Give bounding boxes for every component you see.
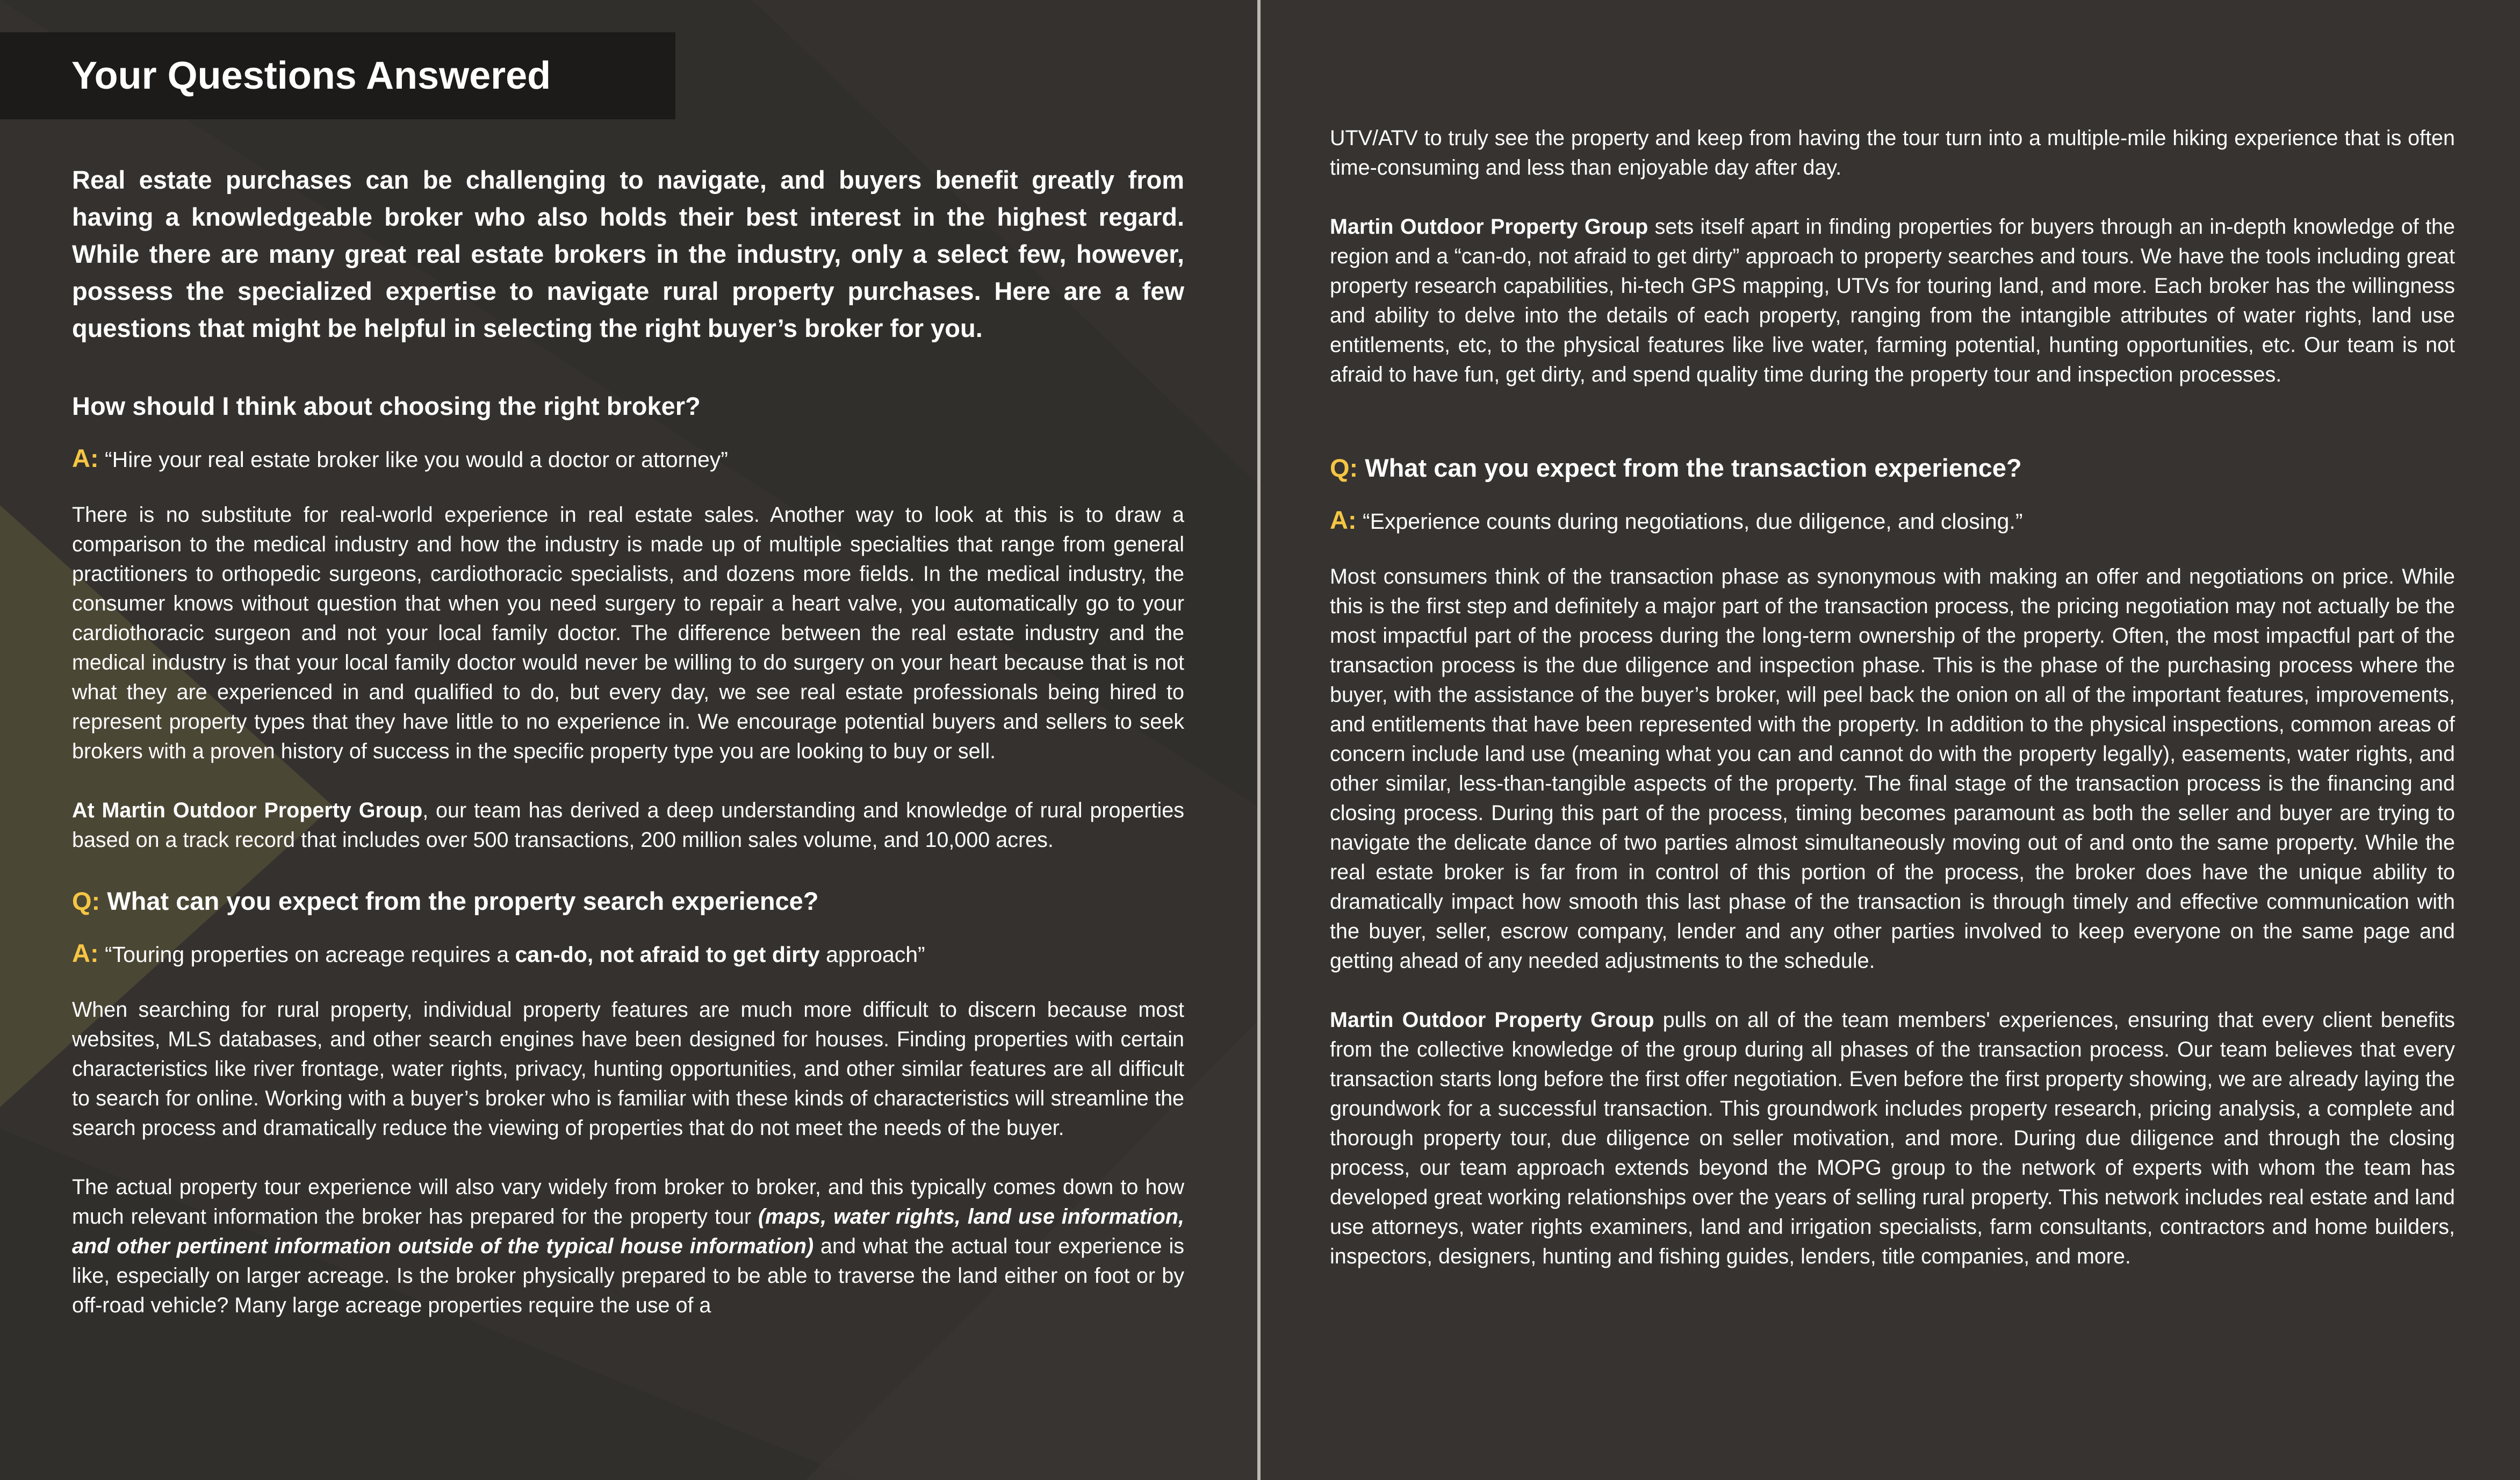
question-choosing-broker: How should I think about choosing the right broker?: [72, 392, 701, 420]
paragraph-text-start: The actual property tour experience will also vary widely from broker to broker, and this typically comes down to how much relevant information the broker has prepared for the property tour: [72, 1175, 1184, 1228]
answer-property-search: [72, 938, 1184, 969]
company-name-lead: Martin Outdoor Property Group: [1330, 215, 1648, 239]
title-banner: [0, 32, 675, 119]
paragraph-experience: There is no substitute for real-world experience in real estate sales. Another way to look at this is to draw a comparison to the medical industry and how the industry is made up of multiple specialties that range from general practitioners to orthopedic surgeons, cardiothoracic specialists, and dozens more fields. In the medical industry, the consumer knows without question that when you need surgery to repair a heart valve, you automatically go to your cardiothoracic surgeon and not your local family doctor. The difference between the real estate industry and the medical industry is that your local family doctor would never be willing to do surgery on your heart because that is not what they are experienced in and qualified to do, but every day, we see real estate professionals being hired to represent property types that they have little to no experience in. We encourage potential buyers and sellers to seek brokers with a proven history of success in the specific property type you are looking to buy or sell.: [72, 503, 1184, 763]
question-transaction: [1330, 451, 2455, 485]
left-column: [72, 161, 1184, 1320]
page-title: Your Questions Answered: [71, 54, 551, 97]
left-page: [0, 0, 1257, 1480]
paragraph-emphasis: (maps, water rights, land use information, and other pertinent information outside of the typical house information): [72, 1205, 1184, 1258]
right-column: [1330, 124, 2455, 1271]
answer-prefix: A:: [1330, 506, 1357, 534]
answer-transaction: [1330, 505, 2455, 536]
paragraph-text-end: and what the actual tour experience is like, especially on larger acreage. Is the broker physically prepared to be able to traverse the land either on foot or by off-road vehicle? Many large acreage properties require the use of a: [72, 1234, 1184, 1317]
question-text: What can you expect from the property search experience?: [107, 887, 819, 915]
paragraph-text: pulls on all of the team members' experiences, ensuring that every client benefits from the collective knowledge of the group during all phases of the transaction process. Our team believes that every transaction starts long before the first offer negotiation. Even before the first property showing, we are already laying the groundwork for a successful transaction. This groundwork includes property research, pricing analysis, a complete and thorough property tour, due diligence on seller motivation, and more. During due diligence and through the closing process, our team approach extends beyond the MOPG group to the network of experts with whom the team has developed great working relationships over the years of selling rural property. This network includes real estate and land use attorneys, water rights examiners, land and irrigation specialists, farm consultants, contractors and home builders, inspectors, designers, hunting and fishing guides, lenders, title companies, and more.: [1330, 1008, 2455, 1268]
answer-text-end: approach”: [819, 942, 925, 967]
answer-choosing-broker: [72, 443, 1184, 475]
intro-paragraph: Real estate purchases can be challenging to navigate, and buyers benefit greatly from having a knowledgeable broker who also holds their best interest in the highest regard. While there are many great real estate brokers in the industry, only a select few, however, possess the specialized expertise to navigate rural property purchases. Here are a few questions that might be helpful in selecting the right buyer’s broker for you.: [72, 166, 1184, 342]
answer-text-start: “Touring properties on acreage requires a: [105, 942, 515, 967]
paragraph-mopg-track-record: [72, 796, 1184, 855]
answer-text-bold: can-do, not afraid to get dirty: [515, 942, 820, 967]
answer-text: “Experience counts during negotiations, due diligence, and closing.”: [1363, 509, 2023, 534]
section-spacer: [1330, 419, 2455, 451]
paragraph-text: , our team has derived a deep understanding and knowledge of rural properties based on a track record that includes over 500 transactions, 200 million sales volume, and 10,000 acres.: [72, 799, 1184, 852]
question-property-search: [72, 885, 1184, 918]
paragraph-text: sets itself apart in finding properties for buyers through an in-depth knowledge of the region and a “can-do, not afraid to get dirty” approach to property searches and tours. We have the tools including great property research capabilities, hi-tech GPS mapping, UTVs for touring land, and more. Each broker has the willingness and ability to delve into the details of each property, ranging from the intangible attributes of water rights, land use entitlements, etc, to the physical features like live water, farming potential, hunting opportunities, etc. Our team is not afraid to have fun, get dirty, and spend quality time during the property tour and inspection processes.: [1330, 215, 2455, 386]
paragraph-mopg-search: [1330, 212, 2455, 390]
question-text: What can you expect from the transaction experience?: [1365, 454, 2022, 482]
answer-text: “Hire your real estate broker like you would a doctor or attorney”: [105, 447, 728, 472]
company-name-lead: At Martin Outdoor Property Group: [72, 799, 423, 822]
question-prefix: Q:: [72, 887, 100, 915]
paragraph-tour-continued: UTV/ATV to truly see the property and keep from having the tour turn into a multiple-mile hiking experience that is often time-consuming and less than enjoyable day after day.: [1330, 126, 2455, 179]
answer-prefix: A:: [72, 444, 99, 472]
question-prefix: Q:: [1330, 454, 1358, 482]
paragraph-transaction-phase: Most consumers think of the transaction phase as synonymous with making an offer and negotiations on price. While this is the first step and definitely a major part of the transaction process, the pricing negotiation may not actually be the most impactful part of the process during the long-term ownership of the property. Often, the most impactful part of the transaction process is the due diligence and inspection phase. This is the phase of the purchasing process where the buyer, with the assistance of the buyer’s broker, will peel back the onion on all of the important features, improvements, and entitlements that have been represented with the property. In addition to the physical inspections, common areas of concern include land use (meaning what you can and cannot do with the property legally), easements, water rights, and other similar, less-than-tangible aspects of the property. The final stage of the transaction process is the financing and closing process. During this part of the process, timing becomes paramount as both the seller and buyer are trying to navigate the delicate dance of two parties almost simultaneously moving out of and onto the same property. While the real estate broker is far from in control of this portion of the process, the broker does have the unique ability to dramatically impact how smooth this last phase of the transaction is through timely and effective communication with the buyer, seller, escrow company, lender and any other parties involved to keep everyone on the same page and getting ahead of any needed adjustments to the schedule.: [1330, 565, 2455, 973]
right-page: [1261, 0, 2520, 1480]
company-name-lead: Martin Outdoor Property Group: [1330, 1008, 1654, 1032]
paragraph-rural-search: When searching for rural property, individual property features are much more difficult to discern because most websites, MLS databases, and other search engines have been designed for houses. Finding properties with certain characteristics like river frontage, water rights, privacy, hunting opportunities, and other similar features are all difficult to search for online. Working with a buyer’s broker who is familiar with these kinds of characteristics will streamline the search process and dramatically reduce the viewing of properties that do not meet the needs of the buyer.: [72, 998, 1184, 1140]
paragraph-mopg-team: [1330, 1005, 2455, 1271]
answer-prefix: A:: [72, 939, 99, 967]
paragraph-property-tour: [72, 1173, 1184, 1320]
